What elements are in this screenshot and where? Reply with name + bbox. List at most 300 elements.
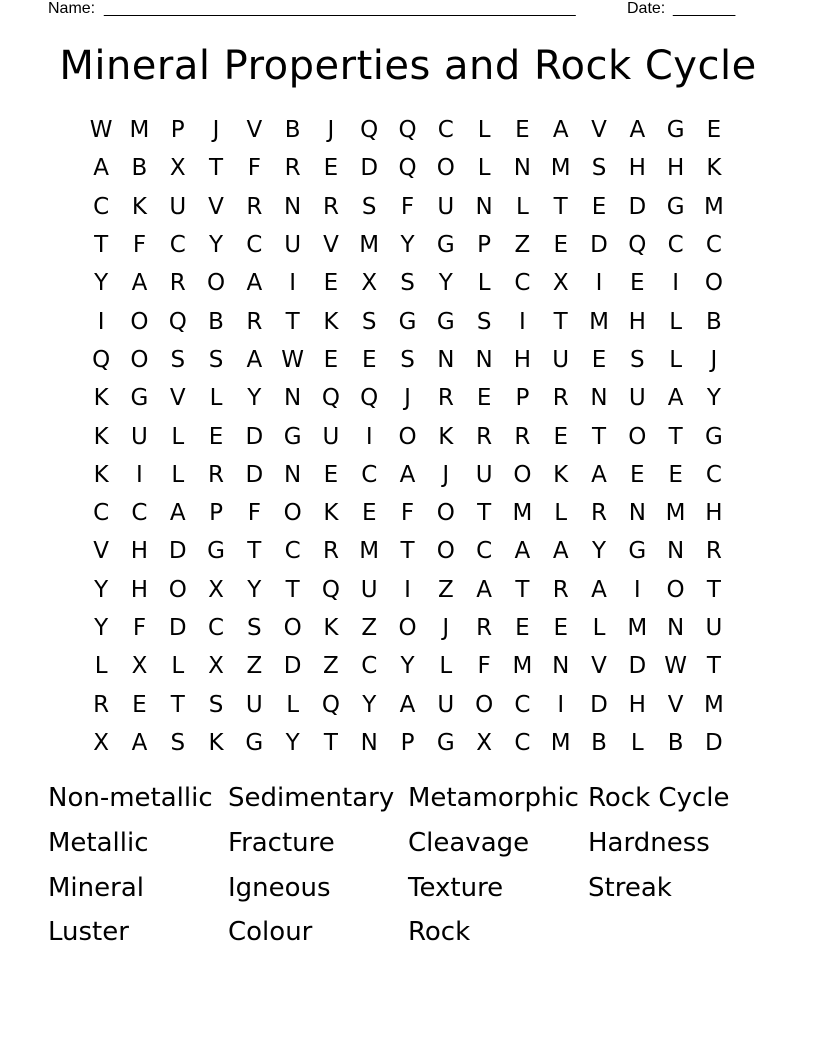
grid-letter: E — [553, 615, 568, 641]
grid-letter: T — [706, 576, 721, 603]
grid-letter: S — [170, 346, 186, 373]
grid-letter: I — [672, 270, 679, 297]
grid-letter: G — [436, 308, 455, 335]
grid-letter: N — [590, 385, 608, 412]
grid-letter: I — [404, 576, 411, 603]
grid-letter: N — [666, 615, 685, 641]
grid-letter: T — [553, 193, 568, 220]
grid-letter: U — [169, 193, 187, 220]
grid-letter: E — [630, 461, 645, 488]
grid-letter: Z — [514, 232, 531, 259]
grid-letter: K — [323, 615, 339, 641]
grid-row — [82, 494, 734, 532]
grid-letter: A — [552, 117, 569, 144]
grid-letter: E — [553, 423, 568, 450]
grid-letter: K — [553, 461, 569, 488]
grid-letter: H — [628, 691, 646, 718]
grid-letter: H — [628, 155, 646, 182]
grid-letter: E — [591, 193, 607, 220]
grid-letter: X — [208, 576, 224, 603]
grid-letter: T — [209, 155, 224, 182]
grid-letter: E — [706, 117, 722, 144]
date-blank-line: _______ — [673, 0, 736, 17]
grid-letter: U — [245, 691, 263, 718]
grid-letter: Q — [398, 155, 417, 182]
grid-letter: O — [206, 270, 226, 297]
grid-letter: T — [285, 576, 300, 603]
grid-letter: S — [361, 193, 377, 220]
word-bank-item: Streak — [588, 872, 672, 903]
grid-row — [82, 456, 734, 494]
grid-letter: E — [361, 500, 377, 527]
grid-letter: Q — [321, 691, 340, 718]
word-bank-item: Metallic — [48, 827, 149, 858]
grid-letter: S — [170, 729, 186, 756]
grid-letter: C — [93, 193, 110, 220]
grid-letter: L — [477, 155, 491, 182]
grid-letter: C — [208, 615, 225, 641]
grid-letter: T — [706, 653, 721, 680]
grid-letter: G — [283, 423, 302, 450]
grid-letter: Z — [437, 576, 454, 603]
grid-letter: G — [130, 385, 149, 412]
grid-letter: L — [592, 615, 606, 641]
grid-letter: A — [246, 270, 263, 297]
grid-letter: R — [552, 385, 569, 412]
grid-letter: L — [439, 653, 453, 680]
word-search-grid — [82, 111, 734, 762]
grid-letter: R — [552, 576, 569, 603]
word-bank-item: Fracture — [228, 827, 335, 858]
grid-letter: F — [132, 232, 147, 259]
grid-letter: D — [628, 193, 647, 220]
grid-letter: G — [666, 117, 685, 144]
grid-letter: Z — [323, 653, 339, 680]
grid-letter: V — [667, 691, 684, 718]
grid-letter: D — [283, 653, 302, 680]
grid-letter: L — [171, 423, 185, 450]
grid-letter: A — [629, 117, 646, 144]
grid-letter: C — [437, 117, 454, 144]
grid-letter: X — [131, 653, 148, 680]
grid-letter: X — [169, 155, 186, 182]
grid-letter: Y — [400, 232, 415, 259]
grid-letter: R — [437, 385, 454, 412]
grid-letter: A — [399, 691, 416, 718]
grid-letter: S — [208, 346, 224, 373]
grid-letter: G — [704, 423, 723, 450]
grid-letter: W — [89, 117, 113, 144]
grid-letter: X — [361, 270, 378, 297]
grid-letter: D — [245, 423, 264, 450]
grid-letter: A — [399, 461, 416, 488]
grid-letter: G — [245, 729, 264, 756]
grid-letter: R — [514, 423, 531, 450]
grid-letter: Q — [360, 117, 379, 144]
word-bank-item: Colour — [228, 917, 313, 948]
grid-letter: H — [628, 308, 646, 335]
grid-letter: M — [665, 500, 686, 527]
grid-letter: I — [365, 423, 373, 450]
grid-letter: O — [475, 691, 494, 718]
grid-letter: T — [477, 500, 492, 527]
grid-letter: Y — [400, 653, 415, 680]
grid-letter: R — [246, 308, 263, 335]
grid-letter: H — [513, 346, 532, 373]
grid-letter: B — [706, 308, 722, 335]
grid-letter: N — [284, 193, 302, 220]
grid-letter: S — [400, 270, 415, 297]
grid-letter: R — [705, 538, 722, 565]
grid-letter: N — [513, 155, 532, 182]
grid-letter: A — [591, 461, 607, 488]
grid-letter: E — [323, 461, 339, 488]
grid-letter: I — [136, 461, 143, 488]
grid-letter: E — [323, 270, 339, 297]
grid-letter: M — [359, 538, 380, 565]
grid-letter: A — [169, 500, 186, 527]
grid-letter: P — [477, 232, 492, 259]
grid-letter: C — [361, 653, 378, 680]
grid-letter: L — [669, 308, 683, 335]
grid-letter: G — [398, 308, 417, 335]
grid-letter: A — [591, 576, 607, 603]
grid-letter: Q — [360, 385, 379, 412]
grid-letter: H — [130, 538, 149, 565]
grid-letter: V — [93, 538, 110, 565]
grid-letter: E — [515, 615, 530, 641]
word-bank-item: Sedimentary — [228, 783, 395, 813]
grid-row — [82, 609, 734, 647]
grid-letter: O — [168, 576, 187, 603]
grid-letter: F — [400, 500, 415, 527]
grid-letter: Q — [168, 308, 187, 335]
word-bank-item: Mineral — [48, 872, 144, 903]
grid-letter: N — [360, 729, 378, 756]
grid-letter: Y — [247, 576, 262, 603]
name-blank-line: _____________________________________________________ — [104, 0, 576, 17]
grid-letter: T — [400, 538, 415, 565]
grid-letter: U — [705, 615, 723, 641]
grid-letter: C — [705, 461, 722, 488]
grid-letter: O — [628, 423, 647, 450]
grid-letter: J — [710, 346, 718, 373]
grid-letter: O — [704, 270, 723, 297]
grid-letter: X — [476, 729, 492, 756]
grid-letter: M — [550, 729, 571, 756]
grid-letter: N — [475, 193, 493, 220]
grid-letter: P — [170, 117, 185, 144]
grid-letter: I — [289, 270, 297, 297]
grid-letter: M — [512, 653, 533, 680]
grid-letter: C — [131, 500, 148, 527]
grid-letter: L — [171, 653, 185, 680]
grid-letter: R — [476, 423, 493, 450]
grid-letter: Q — [321, 385, 340, 412]
grid-letter: H — [130, 576, 149, 603]
grid-letter: A — [476, 576, 492, 603]
grid-letter: V — [591, 653, 607, 680]
grid-letter: C — [514, 691, 531, 718]
grid-letter: L — [516, 193, 529, 220]
grid-letter: N — [628, 500, 646, 527]
grid-letter: U — [437, 691, 455, 718]
grid-row — [82, 188, 734, 226]
grid-letter: U — [284, 232, 302, 259]
grid-letter: R — [208, 461, 225, 488]
grid-letter: X — [208, 653, 224, 680]
grid-letter: F — [247, 155, 261, 182]
grid-letter: F — [247, 500, 261, 527]
grid-letter: E — [630, 270, 645, 297]
grid-letter: D — [360, 155, 379, 182]
grid-letter: Y — [247, 385, 262, 412]
grid-letter: N — [666, 538, 685, 565]
grid-letter: I — [557, 691, 565, 718]
grid-letter: S — [630, 346, 645, 373]
grid-letter: Y — [209, 232, 224, 259]
grid-letter: K — [93, 423, 109, 450]
word-bank-item: Luster — [48, 917, 129, 948]
grid-letter: U — [475, 461, 493, 488]
grid-letter: O — [283, 615, 302, 641]
grid-letter: K — [93, 461, 109, 488]
grid-letter: F — [132, 615, 147, 641]
word-bank-item: Texture — [408, 872, 504, 903]
grid-letter: A — [552, 538, 569, 565]
grid-letter: E — [476, 385, 492, 412]
grid-letter: G — [666, 193, 685, 220]
grid-letter: M — [589, 308, 609, 335]
grid-letter: D — [590, 232, 608, 259]
grid-letter: N — [284, 385, 302, 412]
grid-letter: B — [591, 729, 607, 756]
grid-letter: D — [628, 653, 647, 680]
grid-letter: E — [515, 117, 530, 144]
grid-letter: O — [666, 576, 685, 603]
grid-letter: A — [93, 155, 110, 182]
grid-letter: D — [168, 615, 187, 641]
grid-letter: F — [477, 653, 491, 680]
word-bank-item: Rock Cycle — [588, 783, 730, 813]
grid-letter: R — [246, 193, 263, 220]
grid-letter: K — [131, 193, 147, 220]
grid-letter: I — [519, 308, 526, 335]
grid-letter: J — [404, 385, 411, 412]
grid-letter: T — [515, 576, 530, 603]
grid-letter: B — [131, 155, 148, 182]
grid-letter: Y — [706, 385, 721, 412]
grid-letter: P — [515, 385, 530, 412]
grid-letter: U — [437, 193, 455, 220]
grid-letter: L — [209, 385, 223, 412]
grid-letter: C — [705, 232, 722, 259]
grid-letter: J — [212, 117, 220, 144]
grid-row — [82, 379, 734, 417]
grid-letter: Y — [94, 615, 109, 641]
grid-letter: V — [169, 385, 186, 412]
grid-letter: G — [436, 232, 455, 259]
grid-letter: B — [667, 729, 684, 756]
grid-letter: P — [400, 729, 415, 756]
grid-letter: N — [475, 346, 493, 373]
grid-letter: R — [322, 193, 339, 220]
grid-letter: Y — [94, 576, 109, 603]
grid-letter: D — [245, 461, 264, 488]
grid-letter: G — [628, 538, 647, 565]
grid-letter: P — [209, 500, 223, 527]
grid-letter: M — [512, 500, 533, 527]
grid-letter: A — [667, 385, 684, 412]
grid-letter: J — [442, 615, 450, 641]
grid-letter: I — [97, 308, 105, 335]
grid-letter: I — [633, 576, 641, 603]
grid-letter: O — [436, 538, 455, 565]
grid-letter: J — [327, 117, 335, 144]
word-bank-item: Metamorphic — [408, 783, 579, 813]
grid-row — [82, 149, 734, 187]
grid-letter: C — [93, 500, 110, 527]
grid-letter: Q — [92, 346, 111, 373]
grid-letter: O — [130, 308, 149, 335]
grid-letter: S — [400, 346, 415, 373]
grid-letter: S — [591, 155, 607, 182]
grid-letter: R — [322, 538, 339, 565]
grid-letter: W — [664, 653, 687, 680]
word-bank-item: Rock — [408, 917, 471, 948]
grid-letter: B — [284, 117, 301, 144]
grid-row — [82, 647, 734, 685]
grid-letter: W — [281, 346, 304, 373]
grid-row — [82, 226, 734, 264]
grid-letter: M — [703, 691, 724, 718]
grid-letter: D — [705, 729, 723, 756]
grid-letter: B — [208, 308, 224, 335]
grid-letter: M — [129, 117, 150, 144]
grid-letter: K — [208, 729, 224, 756]
grid-letter: C — [514, 270, 531, 297]
grid-letter: J — [442, 461, 450, 488]
page-title: Mineral Properties and Rock Cycle — [59, 43, 757, 89]
grid-letter: C — [169, 232, 186, 259]
grid-row — [82, 724, 734, 762]
grid-letter: L — [669, 346, 683, 373]
word-bank-item: Igneous — [228, 872, 331, 903]
grid-letter: T — [94, 232, 109, 259]
grid-letter: T — [323, 729, 338, 756]
grid-letter: E — [132, 691, 147, 718]
grid-letter: Z — [246, 653, 263, 680]
grid-letter: T — [591, 423, 607, 450]
grid-letter: L — [630, 729, 644, 756]
name-label: Name: — [48, 0, 96, 17]
grid-letter: L — [554, 500, 568, 527]
grid-letter: E — [208, 423, 224, 450]
grid-row — [82, 264, 734, 302]
grid-letter: O — [283, 500, 302, 527]
grid-letter: C — [667, 232, 684, 259]
grid-letter: T — [285, 308, 300, 335]
grid-letter: Y — [438, 270, 453, 297]
grid-letter: O — [436, 500, 455, 527]
grid-row — [82, 111, 734, 149]
grid-row — [82, 532, 734, 570]
grid-letter: Y — [591, 538, 607, 565]
grid-letter: Y — [285, 729, 300, 756]
grid-letter: Y — [94, 270, 109, 297]
word-bank-item: Cleavage — [408, 827, 530, 858]
grid-letter: S — [247, 615, 262, 641]
grid-letter: S — [361, 308, 377, 335]
grid-letter: L — [171, 461, 185, 488]
grid-letter: E — [668, 461, 683, 488]
grid-row — [82, 341, 734, 379]
grid-letter: R — [169, 270, 186, 297]
grid-letter: V — [591, 117, 607, 144]
grid-letter: L — [94, 653, 108, 680]
grid-letter: A — [514, 538, 531, 565]
grid-letter: Q — [321, 576, 340, 603]
grid-letter: K — [323, 500, 339, 527]
grid-letter: L — [477, 117, 491, 144]
grid-letter: C — [246, 232, 263, 259]
grid-letter: N — [437, 346, 455, 373]
grid-letter: Y — [362, 691, 377, 718]
grid-letter: L — [286, 691, 300, 718]
grid-letter: K — [706, 155, 722, 182]
grid-letter: A — [131, 729, 148, 756]
grid-letter: N — [552, 653, 570, 680]
grid-letter: T — [668, 423, 683, 450]
grid-letter: T — [553, 308, 568, 335]
grid-letter: X — [93, 729, 110, 756]
grid-row — [82, 571, 734, 609]
grid-letter: Q — [628, 232, 647, 259]
grid-letter: X — [552, 270, 569, 297]
grid-letter: S — [476, 308, 492, 335]
date-label: Date: — [627, 0, 666, 17]
header-line — [48, 0, 748, 20]
grid-letter: V — [246, 117, 263, 144]
word-bank — [48, 778, 768, 957]
grid-letter: O — [398, 423, 417, 450]
grid-letter: Q — [398, 117, 417, 144]
grid-letter: V — [323, 232, 339, 259]
grid-letter: C — [514, 729, 531, 756]
grid-letter: D — [168, 538, 187, 565]
grid-letter: T — [170, 691, 185, 718]
grid-letter: C — [476, 538, 493, 565]
grid-letter: Z — [361, 615, 378, 641]
grid-letter: G — [207, 538, 225, 565]
grid-letter: K — [93, 385, 109, 412]
grid-letter: K — [438, 423, 454, 450]
grid-letter: U — [628, 385, 646, 412]
grid-letter: R — [93, 691, 110, 718]
grid-letter: R — [476, 615, 493, 641]
grid-letter: U — [360, 576, 378, 603]
grid-letter: M — [627, 615, 648, 641]
grid-letter: L — [477, 270, 491, 297]
grid-letter: U — [322, 423, 340, 450]
grid-letter: H — [666, 155, 685, 182]
grid-letter: O — [398, 615, 417, 641]
grid-letter: R — [591, 500, 607, 527]
grid-letter: G — [436, 729, 455, 756]
grid-letter: E — [361, 346, 377, 373]
grid-letter: I — [595, 270, 603, 297]
grid-letter: V — [208, 193, 224, 220]
